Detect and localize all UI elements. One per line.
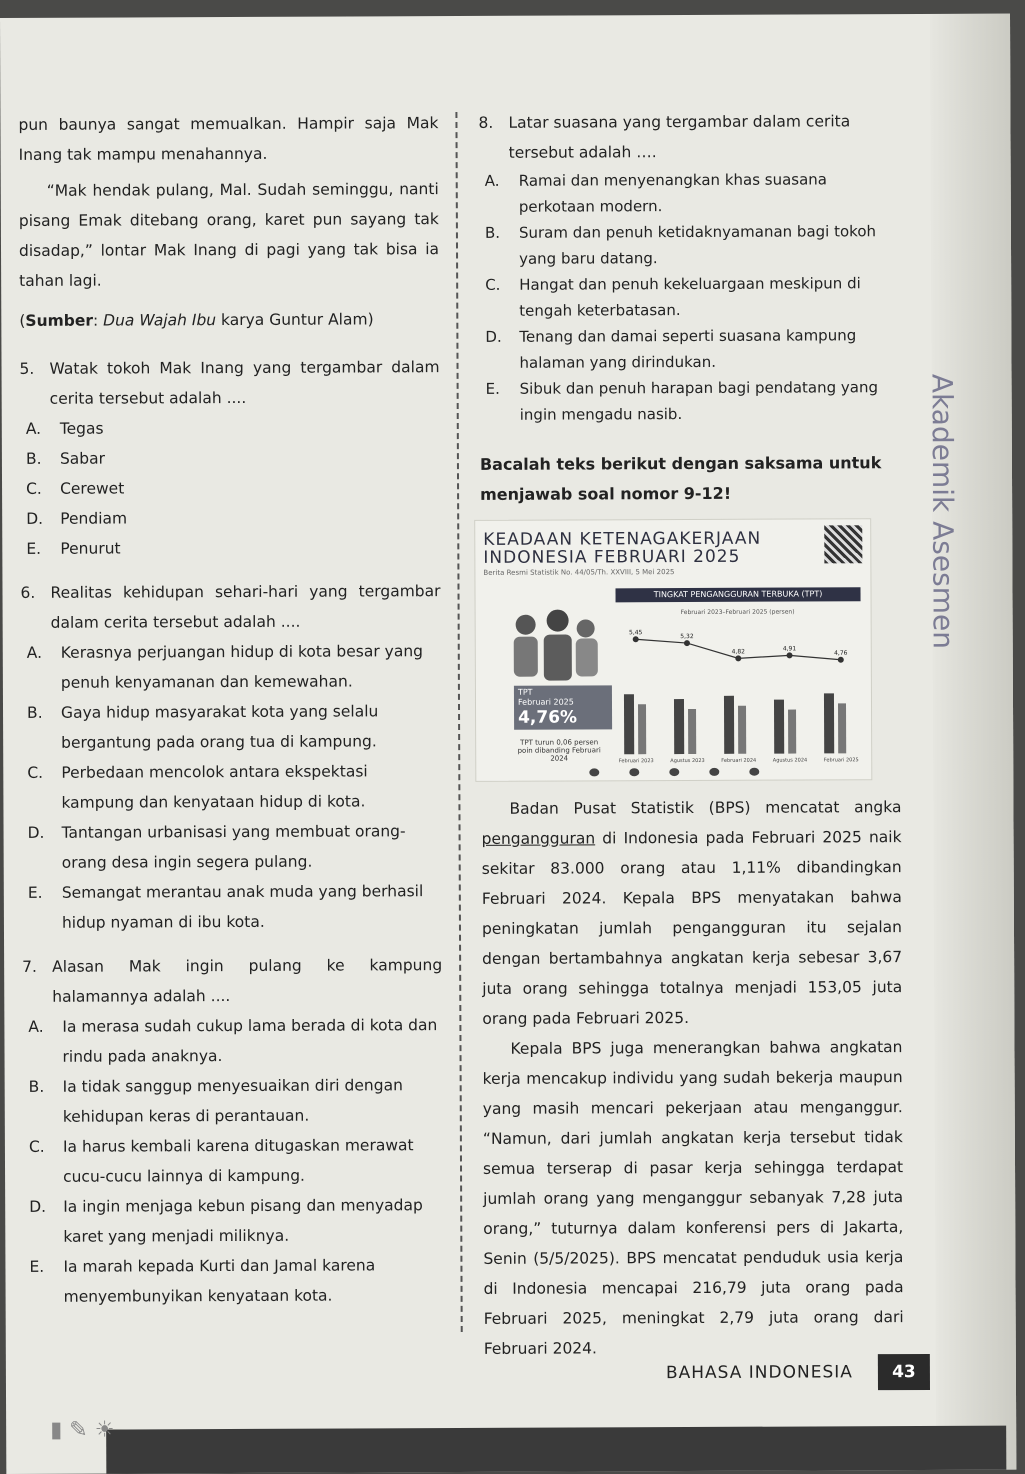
footer-bar [106,1426,1006,1474]
tpt-value-label: 4,76 [834,649,848,657]
question-7: 7. Alasan Mak ingin pulang ke kampung halamannya adalah .... [22,956,443,1006]
question-5: 5. Watak tokoh Mak Inang yang tergambar dalam cerita tersebut adalah .... [19,358,440,408]
tpt-category-label: Februari 2024 [721,757,757,764]
reading-instruction: Bacalah teks berikut dengan saksama untuk menjawab soal nomor 9-12! [479,453,882,504]
option-6d[interactable]: D. Tantangan urbanisasi yang membuat orang-orang desa ingin segera pulang. [27,822,406,872]
page-fold-shadow [930,14,1016,1470]
column-divider [455,112,462,1332]
chart-title: Februari 2023–Februari 2025 (persen) [680,608,795,617]
side-stamp-text: Akademik Asesmen [925,373,960,649]
qr-code-icon [824,525,862,563]
tpt-point [735,655,741,661]
tpt-category-labels [619,757,859,764]
option-7b[interactable]: B. Ia tidak sanggup menyesuaikan diri dengan kehidupan keras di perantauan. [28,1076,403,1126]
tpt-chart [616,603,862,764]
legend-dot-icon [749,768,759,776]
tpt-category-label: Agustus 2023 [670,757,705,765]
tpt-value-label: 5,45 [628,629,643,637]
tpt-change-note: TPT turun 0,06 persen poin dibanding Februari 2024 [517,738,601,763]
legend-dot-icon [629,768,639,776]
tpt-marks [629,628,848,663]
option-7d[interactable]: D. Ia ingin menjaga kebun pisang dan menyadap karet yang menjadi miliknya. [29,1196,423,1246]
option-8c[interactable]: C. Hangat dan penuh kekeluargaan meskipun di tengah keterbatasan. [485,274,861,320]
book-pencil-bulb-icon: ▮ ✎ ☀ [50,1417,115,1443]
option-6c[interactable]: C. Perbedaan mencolok antara ekspektasi kampung dan kenyataan hidup di kota. [27,762,368,812]
people-illustration-icon [496,604,606,694]
tpt-point [684,640,690,646]
tpt-highlight: TPT Februari 2025 4,76% [514,685,612,729]
tpt-point [838,657,844,663]
option-8b[interactable]: B. Suram dan penuh ketidaknyamanan bagi tokoh yang baru datang. [484,222,877,268]
option-8d[interactable]: D. Tenang dan damai seperti suasana kampung halaman yang dirindukan. [485,326,857,372]
question-6: 6. Realitas kehidupan sehari-hari yang tergambar dalam cerita tersebut adalah .... [20,582,441,632]
tpt-category-label: Februari 2025 [823,757,859,764]
infographic-title: KEADAAN KETENAGAKERJAAN INDONESIA FEBRUARI 2025 [483,528,762,568]
question-8-options [479,166,900,428]
question-8: 8. Latar suasana yang tergambar dalam cerita tersebut adalah …. [478,112,851,162]
article-paragraph-2: Kepala BPS juga menerangkan bahwa angkatan kerja mencakup individu yang sudah bekerja maupun yang masih mencari pekerjaan atau menganggur. “Namun, dari jumlah angkatan kerja tersebut tidak semua terserap di pasar kerja sehingga terdapat jumlah orang yang menganggur sebanyak 7,28 juta orang,” tuturnya dalam konferensi pers di Jakarta, Senin (5/5/2025). BPS mencatat penduduk usia kerja di Indonesia mencapai 216,79 juta orang pada Februari 2025, meningkat 2,79 juta orang dari Februari 2024. [482,1038,904,1358]
infographic-chart-header: TINGKAT PENGANGGURAN TERBUKA (TPT) [615,587,860,602]
option-5e[interactable]: E. Penurut [26,539,121,558]
option-8e[interactable]: E. Sibuk dan penuh harapan bagi pendatang yang ingin mengadu nasib. [485,378,879,424]
legend-dot-icon [669,768,679,776]
tpt-value-label: 4,91 [782,645,797,653]
tpt-value-label: 4,82 [731,648,745,656]
option-5a[interactable]: A. Tegas [25,419,104,438]
tpt-value-label: 5,32 [680,633,694,641]
tpt-category-label: Februari 2023 [618,758,654,765]
option-5c[interactable]: C. Cerewet [26,479,125,498]
legend-dot-icon [709,768,719,776]
option-8a[interactable]: A. Ramai dan menyenangkan khas suasana perkotaan modern. [484,170,828,216]
story-excerpt-1: pun baunya sangat memualkan. Hampir saja Mak Inang tak mampu menahannya. [18,114,439,164]
question-6-options [21,636,442,938]
book-page [0,14,1016,1474]
infographic [474,518,872,782]
legend-dot-icon [589,768,599,776]
chart-bars-decoration [624,693,846,754]
story-source: (Sumber: Dua Wajah Ibu karya Guntur Alam) [19,310,374,330]
tpt-point [787,652,793,658]
tpt-category-label: Agustus 2024 [772,757,808,764]
article-paragraph-1: Badan Pusat Statistik (BPS) mencatat angka pengangguran di Indonesia pada Februari 2025 naik sekitar 83.000 orang atau 1,11% dibandingkan Februari 2024. Kepala BPS menyatakan bahwa peningkatan jumlah pengangguran itu sejalan dengan bertambahnya angkatan kerja sebesar 3,67 juta orang sehingga totalnya menjadi 153,05 juta orang pada Februari 2025. [481,798,903,1028]
option-6b[interactable]: B. Gaya hidup masyarakat kota yang selalu bergantung pada orang tua di kampung. [26,702,379,752]
story-excerpt-2: “Mak hendak pulang, Mal. Sudah seminggu, nanti pisang Emak ditebang orang, karet pun sayang tak disadap,” lontar Mak Inang di pagi yang tak bisa ia tahan lagi. [18,180,440,290]
option-5b[interactable]: B. Sabar [25,449,106,468]
subject-label: BAHASA INDONESIA [665,1362,853,1384]
question-7-options [22,1010,443,1312]
page-number: 43 [878,1354,930,1390]
chart-legend [484,767,864,777]
question-5-options [20,412,441,564]
option-6e[interactable]: E. Semangat merantau anak muda yang berhasil hidup nyaman di ibu kota. [27,882,424,932]
left-column [18,108,443,1312]
option-7c[interactable]: C. Ia harus kembali karena ditugaskan merawat cucu-cucu lainnya di kampung. [28,1136,414,1186]
option-6a[interactable]: A. Kerasnya perjuangan hidup di kota besar yang penuh kenyamanan dan kemewahan. [26,642,424,692]
right-column [478,106,903,1364]
option-7e[interactable]: E. Ia marah kepada Kurti dan Jamal karena menyembunyikan kenyataan kota. [29,1256,376,1306]
option-7a[interactable]: A. Ia merasa sudah cukup lama berada di kota dan rindu pada anaknya. [28,1016,438,1066]
infographic-subtitle: Berita Resmi Statistik No. 44/05/Th. XXVIII, 5 Mei 2025 [483,568,675,577]
tpt-point [633,636,639,642]
option-5d[interactable]: D. Pendiam [26,509,128,528]
